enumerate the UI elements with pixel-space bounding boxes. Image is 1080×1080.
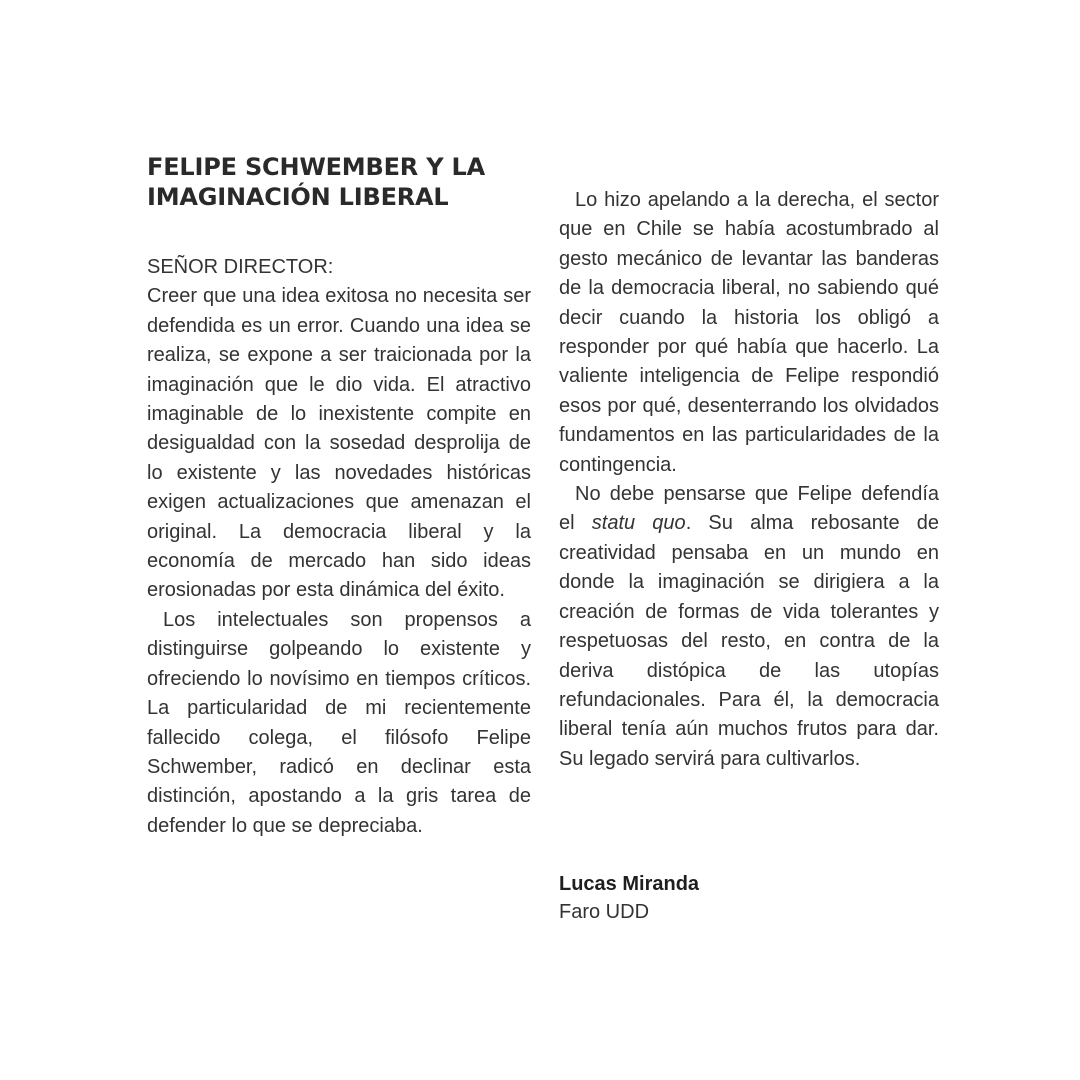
author-name: Lucas Miranda (559, 873, 700, 895)
salutation: SEÑOR DIRECTOR: (147, 256, 334, 278)
paragraph-1: Creer que una idea exitosa no necesita ser defendida es un error. Cuando una idea se realiza, se expone a ser traicionada por la imaginación que le dio vida. El atractivo imaginable de lo inexistente compite en desigualdad con la sosedad desprolija de lo existente y las novedades históricas exigen actualizaciones que amenazan el original. La democracia liberal y la economía de mercado han sido ideas erosionadas por esta dinámica del éxito. (147, 285, 531, 602)
paragraph-3: Lo hizo apelando a la derecha, el sector que en Chile se había acostumbrado al gesto mecánico de levantar las banderas de la democracia liberal, no sabiendo qué decir cuando la historia los obligó a responder por qué había que hacerlo. La valiente inteligencia de Felipe respondió esos por qué, desenterrando los olvidados fundamentos en las particularidades de la contingencia. (559, 189, 939, 476)
paragraph-2: Los intelectuales son propensos a distinguirse golpeando lo existente y ofreciendo lo novísimo en tiempos críticos. La particularidad de mi recientemente fallecido colega, el filósofo Felipe Schwember, radicó en declinar esta distinción, apostando a la gris tarea de defender lo que se depreciaba. (147, 608, 531, 837)
title-line-1: FELIPE SCHWEMBER Y LA (147, 153, 486, 181)
paragraph-4-start: No debe pensarse que Felipe defendía el (559, 483, 939, 535)
title-line-2: IMAGINACIÓN LIBERAL (147, 183, 449, 211)
article-title (147, 152, 531, 212)
paragraph-4-end: . Su alma rebosante de creatividad pensaba en un mundo en donde la imaginación se dirigiera a la creación de formas de vida tolerantes y respetuosas del resto, en contra de la deriva distópica de las utopías refundacionales. Para él, la democracia liberal tenía aún muchos frutos para dar. Su legado servirá para cultivarlos. (559, 512, 940, 770)
signature (559, 870, 939, 926)
right-column (559, 186, 939, 774)
author-affiliation: Faro UDD (559, 901, 650, 923)
paragraph-4 (559, 480, 939, 774)
left-column (147, 253, 531, 841)
statu-quo-italic: statu quo (591, 512, 686, 535)
